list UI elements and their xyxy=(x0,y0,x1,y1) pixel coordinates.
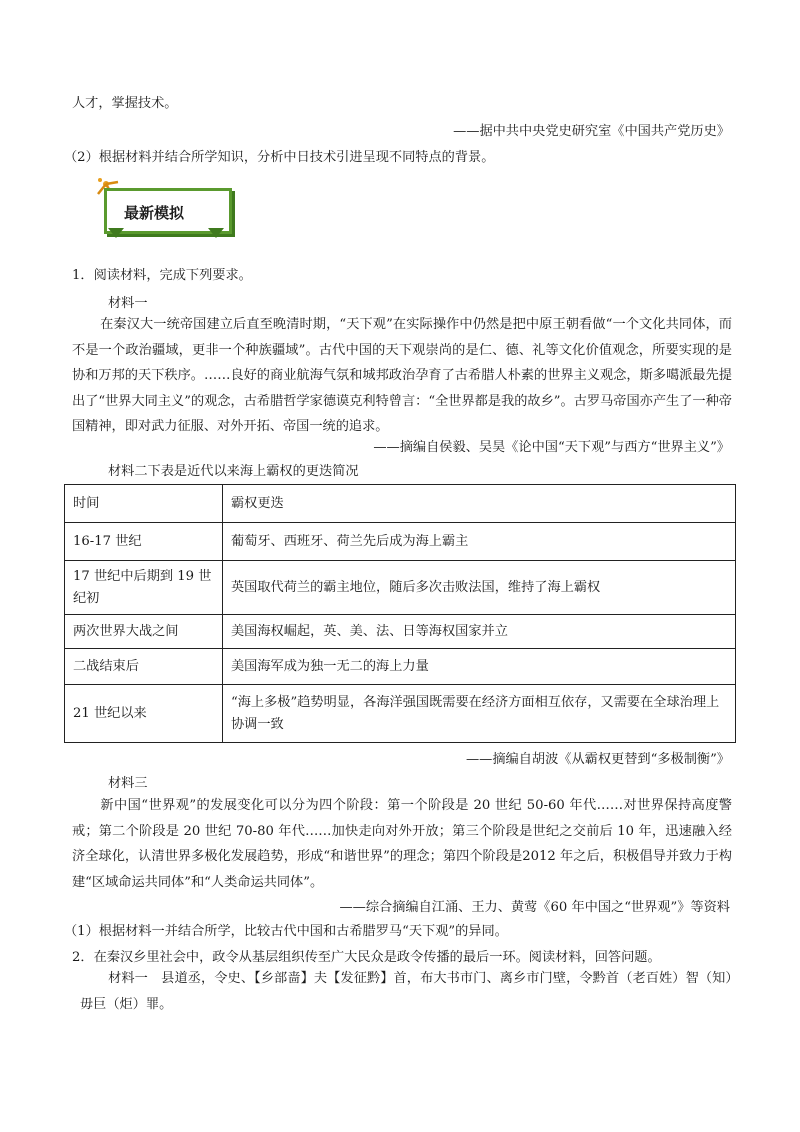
material-3-label: 材料三 xyxy=(108,776,148,791)
material-2-source: ——摘编自胡波《从霸权更替到“多极制衡”》 xyxy=(465,752,730,767)
table-row xyxy=(65,615,736,649)
banner-ribbon-right xyxy=(208,228,224,238)
q2-material-1-text xyxy=(80,966,732,1017)
question-2-prompt: （2）根据材料并结合所学知识，分析中日技术引进呈现不同特点的背景。 xyxy=(64,150,495,165)
continued-text-line: 人才，掌握技术。 xyxy=(72,96,178,111)
table-header-change: 霸权更迭 xyxy=(223,485,736,523)
table-row xyxy=(65,685,736,743)
table-row xyxy=(65,561,736,615)
material-3-source: ——综合摘编自江涌、王力、黄莺《60 年中国之“世界观”》等资料 xyxy=(339,900,730,915)
question-2-stem: 2．在秦汉乡里社会中，政令从基层组织传至广大民众是政令传播的最后一环。阅读材料，回答问题。 xyxy=(72,950,661,965)
material-1-text xyxy=(72,312,732,440)
table-row xyxy=(65,649,736,685)
table-cell-time: 16-17 世纪 xyxy=(65,523,223,561)
material-3-body: 新中国“世界观”的发展变化可以分为四个阶段：第一个阶段是 20 世纪 50-60 年代……对世界保持高度警戒；第二个阶段是 20 世纪 70-80 年代……加快走向对外开放；第三个阶段是世纪之交前后 10 年，迅速融入经济全球化，认清世界多极化发展趋势，形成“和谐世界”的理念；第四个阶段是2012 年之后，积极倡导并致力于构建“区域命运共同体”和“人类命运共同体”。 xyxy=(72,798,732,890)
table-cell-change: 英国取代荷兰的霸主地位，随后多次击败法国，维持了海上霸权 xyxy=(223,561,736,615)
material-1-source: ——摘编自侯毅、吴昊《论中国“天下观”与西方“世界主义”》 xyxy=(373,440,730,455)
q2-material-1-body: 材料一 县道丞，令史、【乡部啬】夫【发征黔】首，布大书市门、离乡市门壁，令黔首（老百姓）智（知）毋巨（炬）罪。 xyxy=(80,971,732,1012)
table-row xyxy=(65,523,736,561)
table-cell-change: 美国海军成为独一无二的海上力量 xyxy=(223,649,736,685)
table-cell-time: 21 世纪以来 xyxy=(65,685,223,743)
banner-title: 最新模拟 xyxy=(124,204,185,222)
table-cell-time: 17 世纪中后期到 19 世纪初 xyxy=(65,561,223,615)
question-1-stem: 1．阅读材料，完成下列要求。 xyxy=(72,268,252,283)
section-banner xyxy=(88,172,238,244)
table-cell-time: 二战结束后 xyxy=(65,649,223,685)
material-1-body: 在秦汉大一统帝国建立后直至晚清时期，“天下观”在实际操作中仍然是把中原王朝看做“一个文化共同体，而不是一个政治疆域，更非一个种族疆域”。古代中国的天下观崇尚的是仁、德、礼等文化价值观念，所要实现的是协和万邦的天下秩序。……良好的商业航海气氛和城邦政治孕育了古希腊人朴素的世界主义观念，斯多噶派最先提出了“世界大同主义”的观念，古希腊哲学家德谟克利特曾言：“全世界都是我的故乡”。古罗马帝国亦产生了一种帝国精神，即对武力征服、对外开拓、帝国一统的追求。 xyxy=(72,317,732,435)
material-1-label: 材料一 xyxy=(108,296,148,311)
material-2-label: 材料二下表是近代以来海上霸权的更迭简况 xyxy=(108,464,359,479)
banner-ribbon-left xyxy=(108,228,124,238)
hegemony-table xyxy=(64,484,736,743)
table-header-row xyxy=(65,485,736,523)
table-cell-change: 葡萄牙、西班牙、荷兰先后成为海上霸主 xyxy=(223,523,736,561)
table-cell-change: 美国海权崛起，英、美、法、日等海权国家并立 xyxy=(223,615,736,649)
source-citation: ——据中共中央党史研究室《中国共产党历史》 xyxy=(453,124,730,139)
table-cell-change: “海上多极”趋势明显，各海洋强国既需要在经济方面相互依存，又需要在全球治理上协调一致 xyxy=(223,685,736,743)
table-cell-time: 两次世界大战之间 xyxy=(65,615,223,649)
table-header-time: 时间 xyxy=(65,485,223,523)
material-3-text xyxy=(72,793,732,895)
sub-question-1: （1）根据材料一并结合所学，比较古代中国和古希腊罗马“天下观”的异同。 xyxy=(64,924,508,939)
